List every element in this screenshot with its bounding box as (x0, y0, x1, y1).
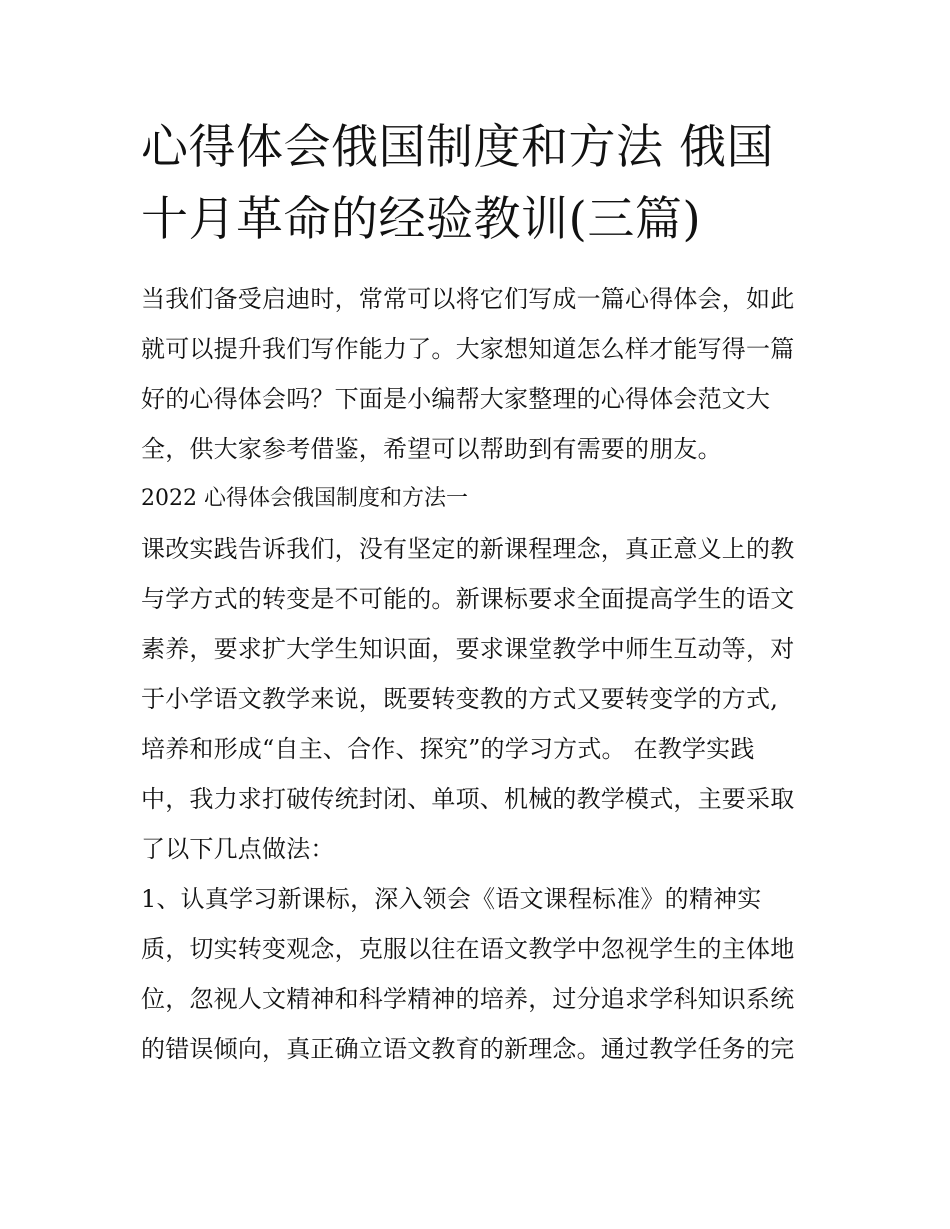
document-content (141, 112, 813, 1074)
section-line: 中，我力求打破传统封闭、单项、机械的教学模式，主要采取 (141, 785, 795, 813)
title-line: 心得体会俄国制度和方法 俄国 (141, 120, 774, 175)
section-heading: 2022 心得体会俄国制度和方法一 (141, 486, 468, 511)
point-line: 位，忽视人文精神和科学精神的培养，过分追求学科知识系统 (141, 985, 795, 1013)
document-title (141, 112, 813, 256)
section-line: 培养和形成“自主、合作、探究”的学习方式。 在教学实践 (141, 735, 755, 763)
document-body (141, 274, 813, 1074)
intro-line: 全，供大家参考借鉴，希望可以帮助到有需要的朋友。 (141, 435, 722, 463)
intro-line: 当我们备受启迪时，常常可以将它们写成一篇心得体会，如此 (141, 285, 795, 313)
section-line: 素养，要求扩大学生知识面，要求课堂教学中师生互动等，对 (141, 635, 795, 663)
section-line: 课改实践告诉我们，没有坚定的新课程理念，真正意义上的教 (141, 535, 795, 563)
section-line: 于小学语文教学来说，既要转变教的方式又要转变学的方式, (141, 685, 779, 713)
point-line: 质，切实转变观念，克服以往在语文教学中忽视学生的主体地 (141, 935, 795, 963)
point-line: 1、认真学习新课标，深入领会《语文课程标准》的精神实 (141, 885, 762, 913)
point-line: 的错误倾向，真正确立语文教育的新理念。通过教学任务的完 (141, 1035, 795, 1063)
intro-line: 好的心得体会吗？下面是小编帮大家整理的心得体会范文大 (141, 385, 771, 413)
intro-line: 就可以提升我们写作能力了。大家想知道怎么样才能写得一篇 (141, 335, 795, 363)
title-line: 十月革命的经验教训(三篇) (141, 192, 702, 247)
section-line: 与学方式的转变是不可能的。新课标要求全面提高学生的语文 (141, 585, 795, 613)
section-line: 了以下几点做法： (141, 835, 335, 863)
